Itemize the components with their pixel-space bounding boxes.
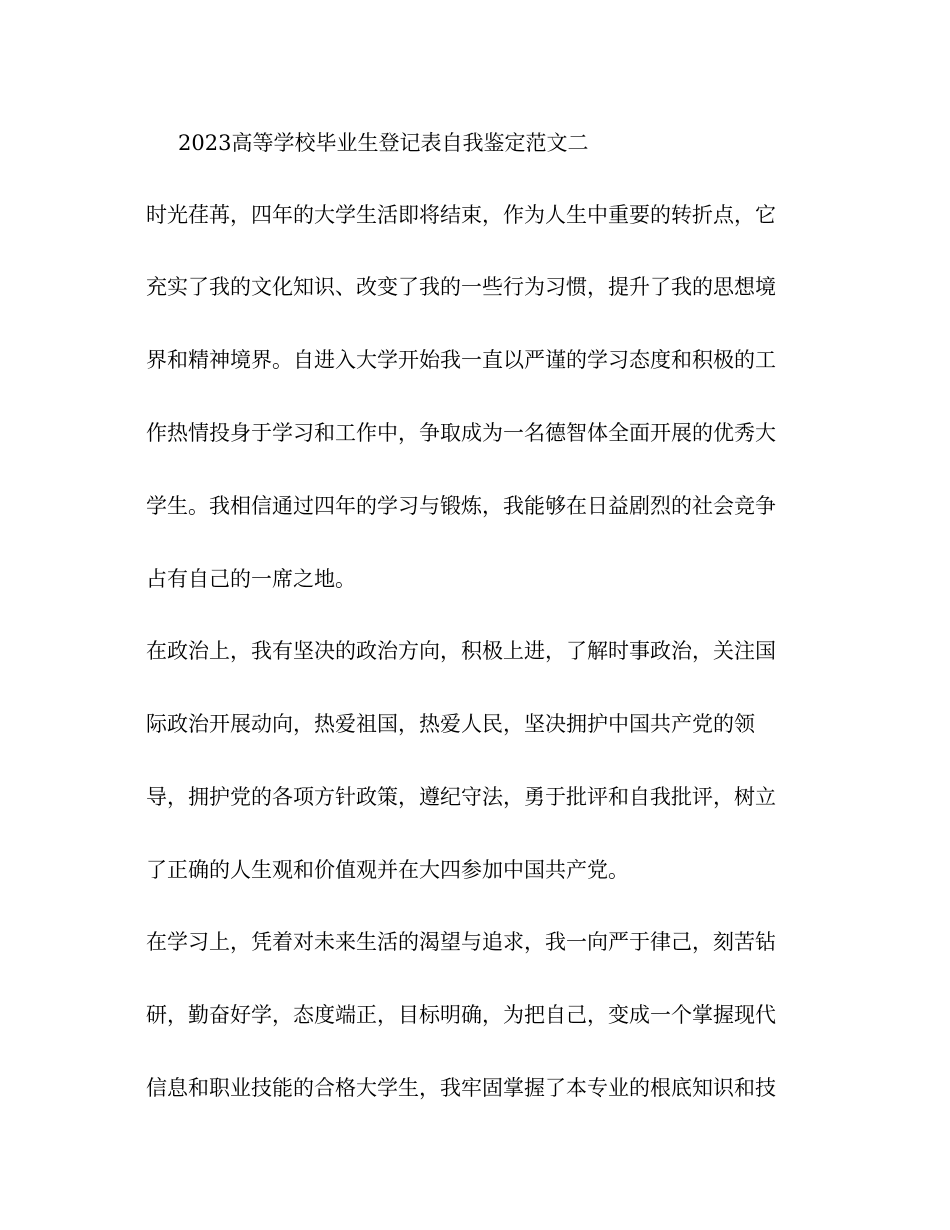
text-line: 了正确的人生观和价值观并在大四参加中国共产党。: [146, 858, 629, 882]
text-line: 占有自己的一席之地。: [146, 567, 356, 591]
text-line: 充实了我的文化知识、改变了我的一些行为习惯，提升了我的思想境: [146, 275, 776, 299]
text-line: 作热情投身于学习和工作中，争取成为一名德智体全面开展的优秀大: [146, 421, 776, 445]
text-line: 信息和职业技能的合格大学生，我牢固掌握了本专业的根底知识和技: [146, 1076, 776, 1100]
text-line: 界和精神境界。自进入大学开始我一直以严谨的学习态度和积极的工: [146, 348, 776, 372]
text-line: 在政治上，我有坚决的政治方向，积极上进，了解时事政治，关注国: [146, 639, 776, 663]
text-line: 导，拥护党的各项方针政策，遵纪守法，勇于批评和自我批评，树立: [146, 785, 776, 809]
text-line: 际政治开展动向，热爱祖国，热爱人民，坚决拥护中国共产党的领: [146, 712, 755, 736]
text-line: 时光荏苒，四年的大学生活即将结束，作为人生中重要的转折点，它: [146, 203, 776, 227]
text-line: 学生。我相信通过四年的学习与锻炼，我能够在日益剧烈的社会竞争: [146, 494, 776, 518]
text-line: 研，勤奋好学，态度端正，目标明确，为把自己，变成一个掌握现代: [146, 1003, 776, 1027]
text-line: 在学习上，凭着对未来生活的渴望与追求，我一向严于律己，刻苦钻: [146, 930, 776, 954]
document-title: 2023高等学校毕业生登记表自我鉴定范文二: [178, 131, 589, 155]
